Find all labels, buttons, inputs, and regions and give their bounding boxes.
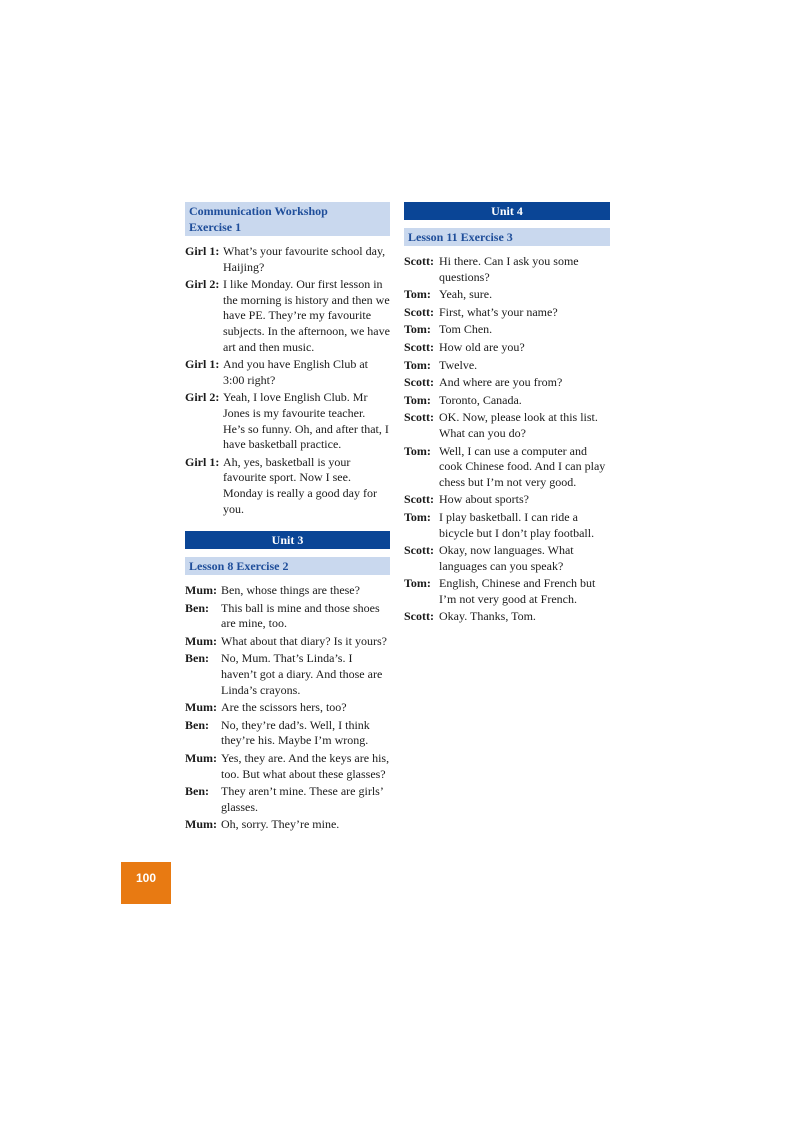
dialogue-line <box>185 357 390 388</box>
line-text: Okay, now languages. What languages can you speak? <box>439 543 574 573</box>
speaker: Ben: <box>185 651 209 666</box>
speaker: Scott: <box>404 543 434 558</box>
dialogue-line <box>185 718 390 749</box>
line-text: This ball is mine and those shoes are mine, too. <box>221 600 380 631</box>
speaker: Girl 2: <box>185 277 220 292</box>
line-text: How old are you? <box>439 339 525 354</box>
speaker: Tom: <box>404 576 431 591</box>
line-text: How about sports? <box>439 492 529 507</box>
speaker: Scott: <box>404 609 434 624</box>
dialogue-line <box>185 651 390 698</box>
dialogue-line <box>185 817 390 833</box>
dialogue-lesson-11 <box>404 254 610 625</box>
speaker: Tom: <box>404 357 431 372</box>
speaker: Scott: <box>404 304 434 319</box>
line-text: And where are you from? <box>439 375 563 390</box>
speaker: Scott: <box>404 492 434 507</box>
line-text: No, they’re dad’s. Well, I think they’re his. Maybe I’m wrong. <box>221 717 370 748</box>
line-text: No, Mum. That’s Linda’s. I haven’t got a diary. And those are Linda’s crayons. <box>221 651 383 697</box>
line-text: I like Monday. Our first lesson in the morning is history and then we have PE. They’re my favourite subjects. In the afternoon, we have art and then music. <box>223 277 390 354</box>
unit-header-3: Unit 3 <box>185 531 390 549</box>
dialogue-line <box>404 410 610 441</box>
line-text: They aren’t mine. These are girls’ glasses. <box>221 784 383 814</box>
line-text: And you have English Club at 3:00 right? <box>223 357 368 387</box>
dialogue-line <box>404 492 610 508</box>
line-text: Twelve. <box>439 357 478 372</box>
speaker: Scott: <box>404 339 434 354</box>
line-text: Ben, whose things are these? <box>221 583 360 598</box>
speaker: Girl 1: <box>185 454 220 469</box>
dialogue-line <box>185 390 390 452</box>
dialogue-line <box>185 583 390 599</box>
line-text: Well, I can use a computer and cook Chinese food. And I can play chess but I’m not very good. <box>439 443 606 489</box>
line-text: I play basketball. I can ride a bicycle but I don’t play football. <box>439 509 595 540</box>
dialogue-line <box>185 784 390 815</box>
speaker: Scott: <box>404 410 434 425</box>
lesson-header-11: Lesson 11 Exercise 3 <box>404 228 610 246</box>
right-column <box>404 202 610 627</box>
line-text: Yes, they are. And the keys are his, too. But what about these glasses? <box>221 751 390 781</box>
dialogue-line <box>404 393 610 409</box>
line-text: Are the scissors hers, too? <box>221 700 347 715</box>
dialogue-line <box>404 375 610 391</box>
speaker: Tom: <box>404 443 431 458</box>
unit-header-4: Unit 4 <box>404 202 610 220</box>
section-header-communication-workshop <box>185 202 390 236</box>
dialogue-line <box>404 576 610 607</box>
dialogue-line <box>185 601 390 632</box>
dialogue-line <box>404 358 610 374</box>
page-number: 100 <box>121 862 171 904</box>
speaker: Tom: <box>404 287 431 302</box>
speaker: Mum: <box>185 751 217 766</box>
dialogue-line <box>185 634 390 650</box>
speaker: Scott: <box>404 254 434 268</box>
dialogue-line <box>185 700 390 716</box>
line-text: OK. Now, please look at this list. What can you do? <box>439 410 598 440</box>
dialogue-line <box>185 277 390 355</box>
line-text: Tom Chen. <box>439 322 493 337</box>
dialogue-line <box>185 455 390 517</box>
speaker: Mum: <box>185 817 217 832</box>
line-text: Okay. Thanks, Tom. <box>439 609 536 624</box>
dialogue-line <box>404 609 610 625</box>
speaker: Mum: <box>185 583 217 598</box>
dialogue-line <box>404 254 610 285</box>
dialogue-line <box>404 322 610 338</box>
line-text: Ah, yes, basketball is your favourite sport. Now I see. Monday is really a good day for you. <box>223 454 377 516</box>
dialogue-line <box>185 751 390 782</box>
speaker: Tom: <box>404 392 431 407</box>
section-title: Communication Workshop <box>189 204 328 218</box>
dialogue-line <box>404 305 610 321</box>
dialogue-line <box>185 244 390 275</box>
line-text: Yeah, sure. <box>439 287 493 302</box>
line-text: Toronto, Canada. <box>439 392 522 407</box>
line-text: First, what’s your name? <box>439 304 558 319</box>
line-text: Oh, sorry. They’re mine. <box>221 817 340 832</box>
speaker: Tom: <box>404 322 431 337</box>
dialogue-line <box>404 340 610 356</box>
line-text: What’s your favourite school day, Haijing? <box>223 244 386 274</box>
speaker: Ben: <box>185 784 209 799</box>
speaker: Girl 1: <box>185 357 220 372</box>
speaker: Mum: <box>185 633 217 648</box>
speaker: Mum: <box>185 700 217 715</box>
line-text: Yeah, I love English Club. Mr Jones is my favourite teacher. He’s so funny. Oh, and after that, I have basketball practice. <box>223 390 389 452</box>
speaker: Girl 1: <box>185 244 220 258</box>
exercise-label: Exercise 1 <box>189 220 242 234</box>
dialogue-line <box>404 510 610 541</box>
speaker: Tom: <box>404 509 431 524</box>
line-text: English, Chinese and French but I’m not very good at French. <box>439 576 596 606</box>
line-text: Hi there. Can I ask you some questions? <box>439 254 579 284</box>
dialogue-line <box>404 543 610 574</box>
dialogue-communication-workshop <box>185 244 390 517</box>
line-text: What about that diary? Is it yours? <box>221 633 387 648</box>
speaker: Scott: <box>404 375 434 390</box>
left-column <box>185 202 390 835</box>
speaker: Ben: <box>185 600 209 615</box>
dialogue-line <box>404 287 610 303</box>
dialogue-line <box>404 444 610 491</box>
speaker: Ben: <box>185 717 209 732</box>
speaker: Girl 2: <box>185 390 220 405</box>
dialogue-lesson-8 <box>185 583 390 833</box>
lesson-header-8: Lesson 8 Exercise 2 <box>185 557 390 575</box>
